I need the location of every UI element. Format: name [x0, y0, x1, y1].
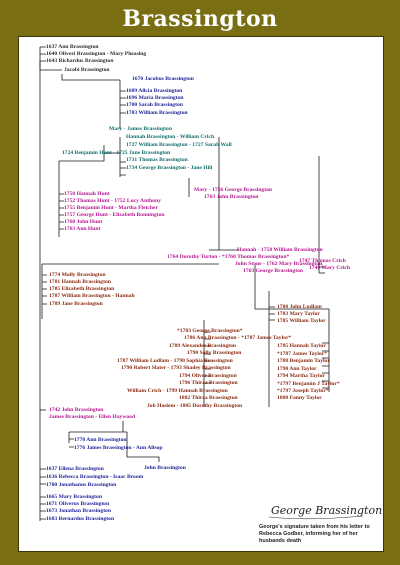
person-entry: 1665 Mary Brassington: [46, 494, 102, 500]
person-entry: 1752 Thomas Hunt - 1752 Lucy Anthony: [64, 198, 161, 204]
person-entry: 1790 Ann Taylor: [277, 366, 317, 372]
person-entry: Job Haslem - 1805 Dorothy Brassington: [147, 403, 243, 409]
person-entry: 1671 Oliverus Brassington: [46, 501, 110, 507]
person-entry: 1800 Fanny Taylor: [277, 395, 322, 401]
person-entry: 1788 Benjamin Taylor: [277, 358, 330, 364]
person-entry: 1700 Jonathanus Brassington: [46, 482, 117, 488]
person-entry: 1683 Bernardus Brassington: [46, 516, 115, 522]
person-entry: 1789 Jane Brassington: [49, 301, 103, 307]
person-entry: *1783 George Brassington*: [177, 328, 243, 334]
family-tree-panel: [18, 36, 384, 552]
person-entry: 1763 John Brassington: [204, 194, 259, 200]
person-entry: *1797 Benjamin J Taylor*: [277, 381, 340, 387]
person-entry: 1763 Ann Hunt: [64, 226, 101, 232]
person-entry: 1802 Thirza Brassington: [179, 395, 238, 401]
person-entry: 1757 George Hunt - Elizabeth Bonnington: [64, 212, 165, 218]
person-entry: 1636 Rebecca Brassington - Isaac Broom: [46, 474, 144, 480]
person-entry: 1755 Benjamin Hunt - Martha Fletcher: [64, 205, 158, 211]
person-entry: 1785 William Taylor: [277, 318, 326, 324]
person-entry: 1640 Oliveri Brassington - Mary Pheasing: [46, 51, 147, 57]
person-entry: 1781 Hannah Brassington: [49, 279, 111, 285]
person-entry: *1787 James Taylor*: [277, 351, 328, 357]
person-entry: 1776 James Brassington - Ann Allsop: [74, 445, 163, 451]
person-entry: 1724 Benjamin Hunt - 1725 Jane Brassington: [62, 150, 171, 156]
person-entry: 1790 Sally Brassington: [187, 350, 242, 356]
person-entry: 1763 George Brassington: [243, 268, 303, 274]
person-entry: 1783 Mary Taylor: [277, 311, 320, 317]
person-entry: 1764 Dorothy Turton - *1760 Thomas Brassington*: [167, 254, 290, 260]
person-entry: 1637 Ann Brassington: [46, 44, 99, 50]
person-entry: 1689 Allcia Brassington: [126, 88, 183, 94]
person-entry: 1727 William Brassington - 1727 Sarah Wall: [126, 142, 232, 148]
person-entry: 1703 William Brassington: [126, 110, 188, 116]
person-entry: 1700 Sarah Brassington: [126, 102, 183, 108]
signature-caption: George's signature taken from his letter to Rebecca Godber, informing her of her husbands death: [259, 524, 370, 544]
person-entry: 1643 Richardus Brassington: [46, 58, 114, 64]
person-entry: 1748 Mary Crich: [309, 265, 351, 271]
person-entry: James Brassington - Ellen Haywood: [49, 414, 136, 420]
person-entry: Hannah Brassington - William Crich: [126, 134, 215, 140]
person-entry: 1789 Alexander Brassington: [169, 343, 237, 349]
person-entry: 1787 William Ludlam - 1790 Sophia Brassington: [117, 358, 233, 364]
person-entry: Mary - 1756 George Brassington: [194, 187, 272, 193]
person-entry: 1670 Jacobus Brassington: [132, 76, 194, 82]
person-entry: *1797 Joseph Taylor*: [277, 388, 329, 394]
person-entry: 1787 William Brassington - Hannah: [49, 293, 135, 299]
person-entry: William Crich - 1799 Hannah Brassington: [127, 388, 228, 394]
person-entry: 1770 Ann Brassington: [74, 437, 127, 443]
person-entry: 1731 Thomas Brassington: [126, 157, 188, 163]
person-entry: 1742 John Brassington: [49, 407, 104, 413]
person-entry: John Brassington: [144, 465, 186, 471]
person-entry: 1786 Ann Brassington - *1787 James Taylor*: [184, 335, 292, 341]
person-entry: 1790 Robert Slater - 1793 Shadey Brassington: [121, 365, 231, 371]
person-entry: Mary - James Brassington: [109, 126, 172, 132]
person-entry: 1774 Molly Brassington: [49, 272, 106, 278]
person-entry: 1734 George Brassington - Jane Hill: [126, 165, 213, 171]
person-entry: 1750 Hannah Hunt: [64, 191, 110, 197]
person-entry: 1673 Jonathan Brassington: [46, 508, 111, 514]
person-entry: Jacobi Brassington: [64, 67, 110, 73]
person-entry: 1785 Hannah Taylor: [277, 343, 326, 349]
page-title: Brassington: [122, 6, 278, 32]
person-entry: 1747 Thomas Crich: [299, 258, 346, 264]
person-entry: 1785 Elizabeth Brassington: [49, 286, 115, 292]
george-brassington-signature: [267, 499, 383, 521]
person-entry: 1794 Martha Taylor: [277, 373, 325, 379]
person-entry: 1794 Oliver Brassington: [179, 373, 237, 379]
person-entry: 1780 John Ludlam: [277, 304, 322, 310]
person-entry: 1796 Thirza Brassington: [179, 380, 238, 386]
person-entry: 1637 Ellena Brassington: [46, 466, 104, 472]
person-entry: 1760 John Hunt: [64, 219, 103, 225]
person-entry: 1696 Maria Brassington: [126, 95, 184, 101]
person-entry: Hannah - 1758 William Brassington: [237, 247, 323, 253]
person-entry: John Stone - 1762 Mary Brassington: [235, 261, 323, 267]
signature-text: George Brassington: [271, 504, 383, 517]
